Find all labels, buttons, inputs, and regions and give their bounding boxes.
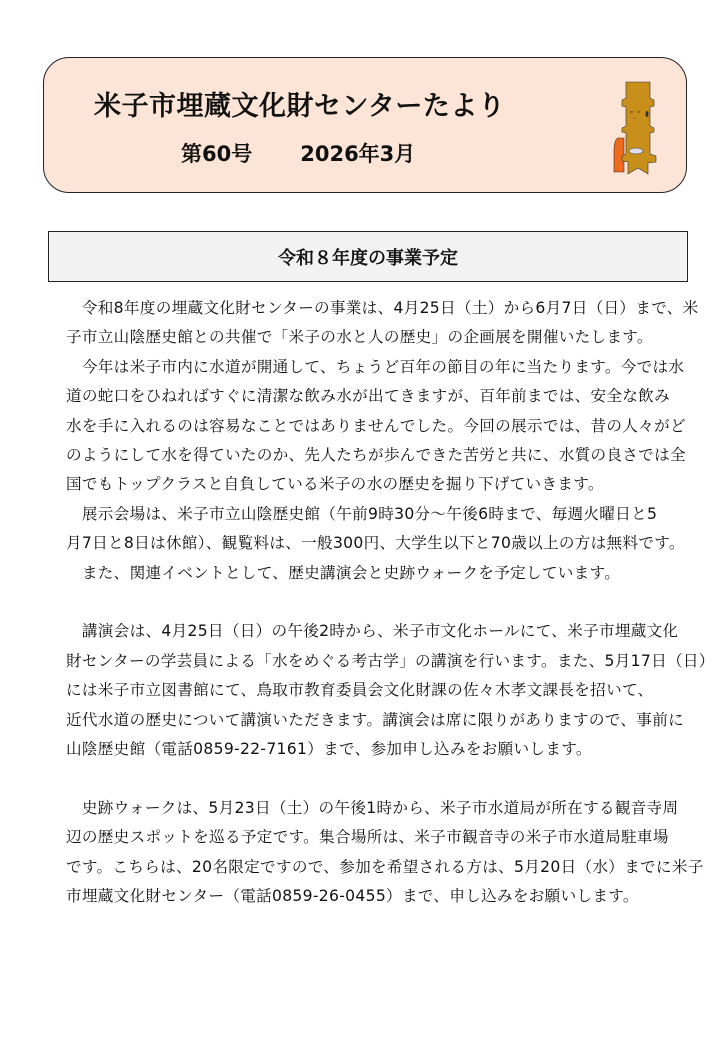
haniwa-figure-icon [604,76,664,176]
text-line: 月7日と8日は休館）、観覧料は、一般300円、大学生以下と70歳以上の方は無料です。 [66,534,685,553]
text-line: 道の蛇口をひねればすぐに清潔な飲み水が出てきますが、百年前までは、安全な飲み [66,387,670,406]
text-line: 史跡ウォークは、5月23日（土）の午後1時から、米子市水道局が所在する観音寺周 [66,798,679,817]
text-line: 市埋蔵文化財センター（電話0859-26-0455）まで、申し込みをお願いします。 [66,887,639,906]
newsletter-title: 米子市埋蔵文化財センターたより [94,91,506,122]
paragraph-lecture [66,617,715,764]
text-line: 展示会場は、米子市立山陰歴史館（午前9時30分～午後6時まで、毎週火曜日と5 [66,504,658,523]
text-line: 国でもトップクラスと自負している米子の水の歴史を掘り下げていきます。 [66,475,604,494]
text-line: 講演会は、4月25日（日）の午後2時から、米子市文化ホールにて、米子市埋蔵文化 [66,622,679,641]
spacer [66,588,666,617]
text-line: のようにして水を得ていたのか、先人たちが歩んできた苦労と共に、水質の良さでは全 [66,446,686,465]
text-line: 令和8年度の埋蔵文化財センターの事業は、4月25日（土）から6月7日（日）まで、米 [66,299,699,317]
paragraph-waterworks [66,353,686,500]
issue-date: 2026年3月 [300,142,416,166]
text-line: 水を手に入れるのは容易なことではありませんでした。今回の展示では、昔の人々がど [66,416,686,435]
spacer [66,764,666,793]
text-line: です。こちらは、20名限定ですので、参加を希望される方は、5月20日（水）までに米子 [66,857,704,876]
paragraph-walk [66,794,704,912]
text-line: 辺の歴史スポットを巡る予定です。集合場所は、米子市観音寺の米子市水道局駐車場 [66,828,669,847]
text-line: 財センターの学芸員による「水をめぐる考古学」の講演を行います。また、5月17日（日） [66,651,715,670]
text-line: 近代水道の歴史について講演いただきます。講演会は席に限りがありますので、事前に [66,710,684,729]
text-line: 山陰歴史館（電話0859-22-7161）まで、参加申し込みをお願いします。 [66,740,592,759]
text-line: 子市立山陰歴史館との共催で「米子の水と人の歴史」の企画展を開催いたします。 [66,328,653,347]
text-line: また、関連イベントとして、歴史講演会と史跡ウォークを予定しています。 [66,563,621,582]
article-body [66,294,715,912]
paragraph-events [66,559,666,588]
paragraph-exhibition [66,294,699,353]
paragraph-venue [66,500,685,559]
newsletter-header [43,57,687,193]
section-heading: 令和８年度の事業予定 [48,231,688,282]
issue-number: 第60号 [181,142,253,166]
text-line: 今年は米子市内に水道が開通して、ちょうど百年の節目の年に当たります。今では水 [66,357,685,376]
issue-info [181,138,463,168]
text-line: には米子市立図書館にて、鳥取市教育委員会文化財課の佐々木孝文課長を招いて、 [66,681,654,700]
